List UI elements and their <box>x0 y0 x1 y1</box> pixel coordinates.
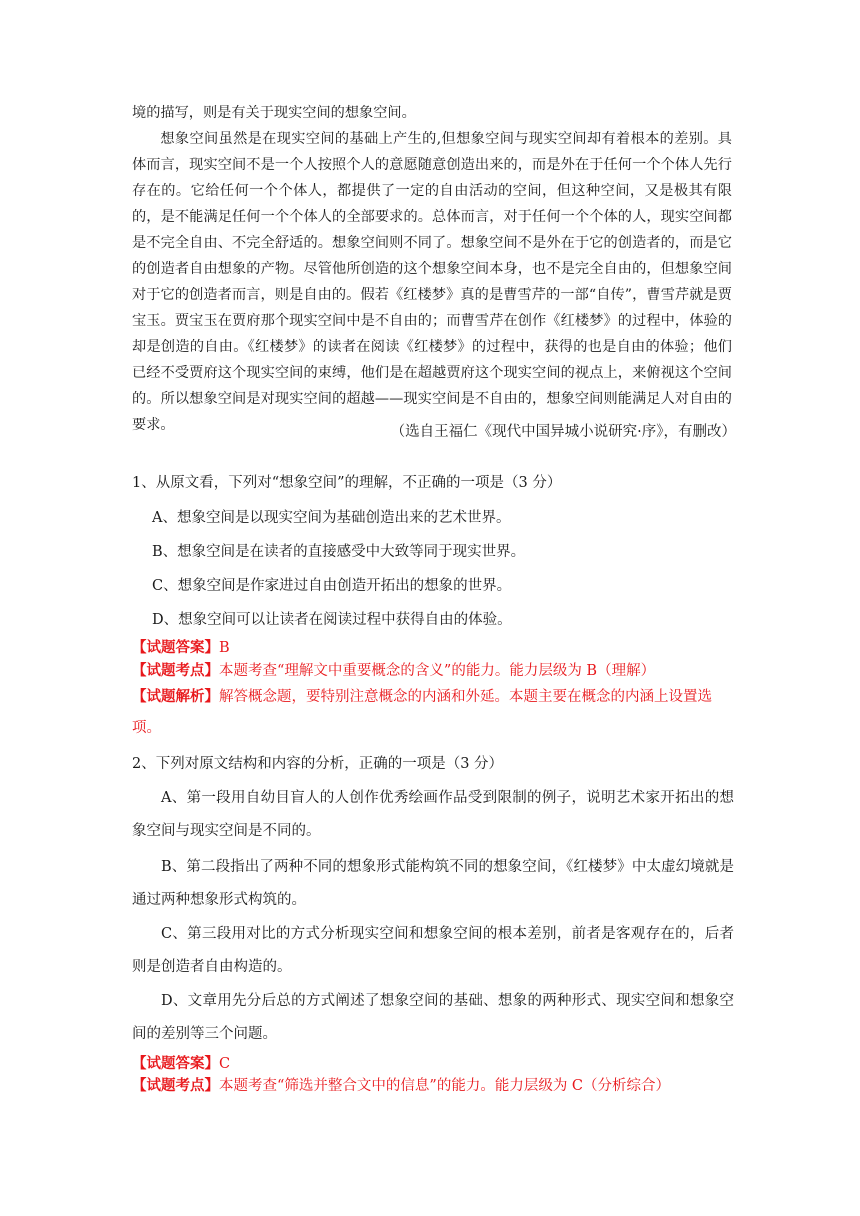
passage-paragraph-1: 境的描写，则是有关于现实空间的想象空间。 <box>132 105 416 121</box>
passage-paragraph-2: 想象空间虽然是在现实空间的基础上产生的,但想象空间与现实空间却有着根本的差别。具体而言，现实空间不是一个人按照个人的意愿随意创造出来的，而是外在于任何一个个体人先行存在的。它给任何一个个体人，都提供了一定的自由活动的空间，但这种空间，又是极其有限的，是不能满足任何一个个体人的全部要求的。总体而言，对于任何一个个体的人，现实空间都是不完全自由、不完全舒适的。想象空间则不同了。想象空间不是外在于它的创造者的，而是它的创造者自由想象的产物。尽管他所创造的这个想象空间本身，也不是完全自由的，但想象空间对于它的创造者而言，则是自由的。假若《红楼梦》真的是曹雪芹的一部“自传”，曹雪芹就是贾宝玉。贾宝玉在贾府那个现实空间中是不自由的；而曹雪芹在创作《红楼梦》的过程中，体验的却是创造的自由。《红楼梦》的读者在阅读《红楼梦》的过程中，获得的也是自由的体验；他们已经不受贾府这个现实空间的束缚，他们是在超越贾府这个现实空间的视点上，来俯视这个空间的。所以想象空间是对现实空间的超越——现实空间是不自由的，想象空间则能满足人对自由的要求。 <box>132 131 732 433</box>
question-1-option-d: D、想象空间可以让读者在阅读过程中获得自由的体验。 <box>152 612 512 628</box>
question-2-option-d: D、文章用先分后总的方式阐述了想象空间的基础、想象的两种形式、现实空间和想象空间的差别等三个问题。 <box>132 993 734 1042</box>
knowledge-point-text: 本题考查“筛选并整合文中的信息”的能力。能力层级为 C（分析综合） <box>219 1078 671 1094</box>
answer-label: 【试题答案】 <box>132 639 219 656</box>
analysis-text: 解答概念题，要特别注意概念的内涵和外延。本题主要在概念的内涵上设置选项。 <box>132 689 712 736</box>
question-2-answer <box>132 1053 737 1075</box>
question-1-knowledge-point <box>132 660 737 682</box>
question-1-option-b: B、想象空间是在读者的直接感受中大致等同于现实世界。 <box>152 544 526 560</box>
answer-label: 【试题答案】 <box>132 1055 219 1072</box>
question-2-option-a: A、第一段用自幼目盲人的人创作优秀绘画作品受到限制的例子，说明艺术家开拓出的想象空间与现实空间是不同的。 <box>132 790 734 839</box>
question-1-option-a: A、想象空间是以现实空间为基础创造出来的艺术世界。 <box>152 510 511 526</box>
knowledge-point-label: 【试题考点】 <box>132 1077 219 1094</box>
answer-value: C <box>219 1056 231 1072</box>
question-1-analysis <box>132 681 737 744</box>
question-1-option-c: C、想象空间是作家进过自由创造开拓出的想象的世界。 <box>152 578 512 594</box>
reading-passage <box>132 100 732 438</box>
question-2-stem: 2、下列对原文结构和内容的分析，正确的一项是（3 分） <box>132 756 504 772</box>
knowledge-point-text: 本题考查“理解文中重要概念的含义”的能力。能力层级为 B（理解） <box>219 663 656 679</box>
question-1-stem: 1、从原文看，下列对“想象空间”的理解，不正确的一项是（3 分） <box>132 475 562 491</box>
question-1-answer <box>132 637 737 659</box>
knowledge-point-label: 【试题考点】 <box>132 662 219 679</box>
answer-value: B <box>219 640 230 656</box>
question-2-option-c: C、第三段用对比的方式分析现实空间和想象空间的根本差别，前者是客观存在的，后者则是创造者自由构造的。 <box>132 926 734 975</box>
analysis-label: 【试题解析】 <box>132 688 219 705</box>
question-2-option-b: B、第二段指出了两种不同的想象形式能构筑不同的想象空间，《红楼梦》中太虚幻境就是通过两种想象形式构筑的。 <box>132 859 734 908</box>
question-2-knowledge-point <box>132 1075 737 1097</box>
passage-source: （选自王福仁《现代中国异城小说研究·序》，有删改） <box>390 424 736 440</box>
